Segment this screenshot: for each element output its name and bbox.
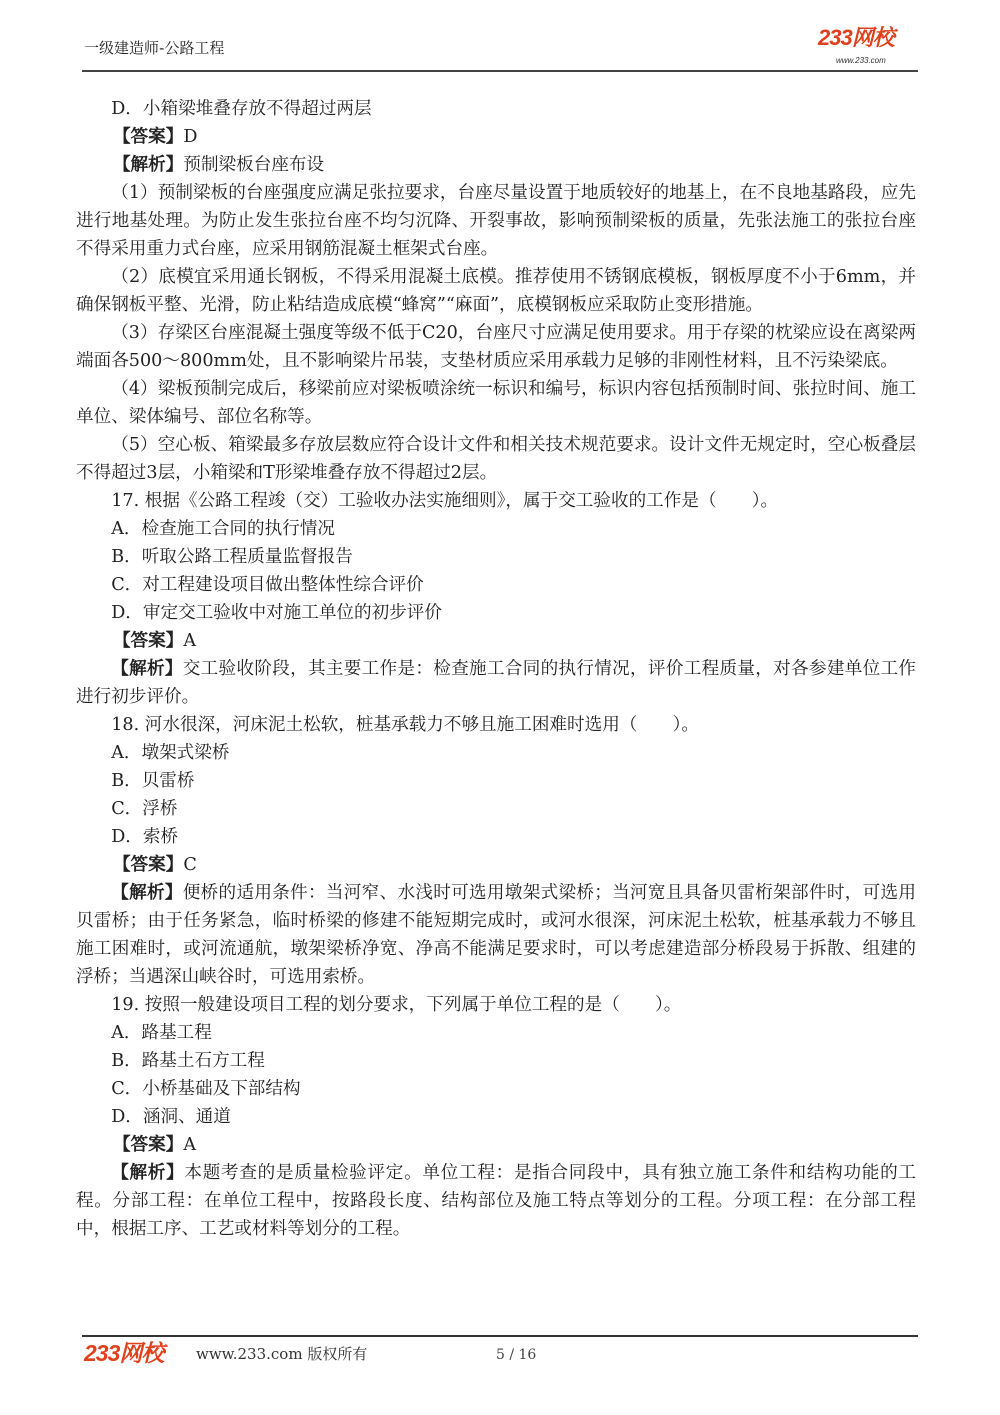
answer-option bbox=[76, 767, 916, 795]
answer-line bbox=[76, 1159, 916, 1243]
answer-line bbox=[76, 851, 916, 879]
answer-option bbox=[76, 571, 916, 599]
section-label: 【解析】 bbox=[111, 658, 183, 679]
answer-option bbox=[76, 599, 916, 627]
paragraph bbox=[76, 487, 916, 515]
paragraph-text: A bbox=[183, 631, 197, 651]
paragraph-text: D．小箱梁堆叠存放不得超过两层 bbox=[111, 99, 372, 119]
document-header-title: 一级建造师-公路工程 bbox=[84, 39, 225, 57]
paragraph-text: A．路基工程 bbox=[111, 1023, 212, 1043]
paragraph-text: C．对工程建设项目做出整体性综合评价 bbox=[111, 575, 424, 595]
answer-option bbox=[76, 1075, 916, 1103]
document-body bbox=[76, 95, 916, 1243]
answer-line bbox=[76, 1131, 916, 1159]
brand-logo-url: www.233.com bbox=[836, 56, 886, 65]
answer-option bbox=[76, 1019, 916, 1047]
paragraph-text: A．墩架式梁桥 bbox=[111, 743, 230, 763]
paragraph bbox=[76, 991, 916, 1019]
paragraph-text: D．审定交工验收中对施工单位的初步评价 bbox=[111, 603, 442, 623]
page-number: 5 / 16 bbox=[496, 1347, 537, 1363]
paragraph-text: （5）空心板、箱梁最多存放层数应符合设计文件和相关技术规范要求。设计文件无规定时，空心板叠层不得超过3层，小箱梁和T形梁堆叠存放不得超过2层。 bbox=[76, 435, 916, 483]
header-divider bbox=[82, 70, 918, 72]
paragraph bbox=[76, 375, 916, 431]
answer-option bbox=[76, 543, 916, 571]
paragraph-text: 便桥的适用条件：当河窄、水浅时可选用墩架式梁桥；当河宽且具备贝雷桁架部件时，可选用贝雷桥；由于任务紧急，临时桥梁的修建不能短期完成时，或河水很深，河床泥土松软，桩基承载力不够且施工困难时，或河流通航，墩架梁桥净宽、净高不能满足要求时，可以考虑建造部分桥段易于拆散、组建的浮桥；当遇深山峡谷时，可选用索桥。 bbox=[76, 883, 916, 987]
answer-option bbox=[76, 1103, 916, 1131]
section-label: 【答案】 bbox=[112, 1134, 184, 1155]
paragraph-text: D．涵洞、通道 bbox=[111, 1107, 231, 1127]
section-label: 【解析】 bbox=[111, 882, 183, 903]
paragraph-text: B．贝雷桥 bbox=[111, 771, 195, 791]
paragraph-text: （3）存梁区台座混凝土强度等级不低于C20，台座尺寸应满足使用要求。用于存梁的枕梁应设在离梁两端面各500～800mm处，且不影响梁片吊装，支垫材质应采用承载力足够的非刚性材料，且不污染梁底。 bbox=[76, 323, 916, 371]
paragraph-text: D bbox=[183, 127, 198, 147]
paragraph-text: B．路基土石方工程 bbox=[111, 1051, 265, 1071]
answer-line bbox=[76, 123, 916, 151]
answer-line bbox=[76, 879, 916, 991]
paragraph-text: 本题考查的是质量检验评定。单位工程：是指合同段中，具有独立施工条件和结构功能的工程。分部工程：在单位工程中，按路段长度、结构部位及施工特点等划分的工程。分项工程：在分部工程中，根据工序、工艺或材料等划分的工程。 bbox=[76, 1163, 916, 1239]
paragraph-text: （1）预制梁板的台座强度应满足张拉要求，台座尽量设置于地质较好的地基上，在不良地基路段，应先进行地基处理。为防止发生张拉台座不均匀沉降、开裂事故，影响预制梁板的质量，先张法施工的张拉台座不得采用重力式台座，应采用钢筋混凝土框架式台座。 bbox=[76, 183, 916, 259]
paragraph-text: C bbox=[183, 855, 197, 875]
paragraph bbox=[76, 263, 916, 319]
paragraph-text: （4）梁板预制完成后，移梁前应对梁板喷涂统一标识和编号，标识内容包括预制时间、张拉时间、施工单位、梁体编号、部位名称等。 bbox=[76, 379, 916, 427]
section-label: 【答案】 bbox=[112, 126, 184, 147]
footer-copyright: www.233.com 版权所有 bbox=[196, 1345, 368, 1363]
section-label: 【解析】 bbox=[111, 1162, 185, 1183]
section-label: 【答案】 bbox=[112, 854, 184, 875]
answer-option bbox=[76, 515, 916, 543]
paragraph-text: 交工验收阶段，其主要工作是：检查施工合同的执行情况，评价工程质量，对各参建单位工作进行初步评价。 bbox=[76, 659, 916, 707]
paragraph-text: 19. 按照一般建设项目工程的划分要求，下列属于单位工程的是（ ）。 bbox=[111, 995, 682, 1015]
paragraph-text: 预制梁板台座布设 bbox=[183, 155, 325, 175]
paragraph-text: （2）底模宜采用通长钢板，不得采用混凝土底模。推荐使用不锈钢底模板，钢板厚度不小于6mm，并确保钢板平整、光滑，防止粘结造成底模“蜂窝”“麻面”，底模钢板应采取防止变形措施。 bbox=[76, 267, 916, 315]
footer-logo: 233网校 bbox=[84, 1340, 164, 1366]
paragraph-text: 18. 河水很深，河床泥土松软，桩基承载力不够且施工困难时选用（ ）。 bbox=[111, 715, 699, 735]
paragraph bbox=[76, 319, 916, 375]
section-label: 【解析】 bbox=[112, 154, 184, 175]
paragraph-text: D．索桥 bbox=[111, 827, 179, 847]
paragraph-text: A bbox=[183, 1135, 197, 1155]
answer-option bbox=[76, 795, 916, 823]
section-label: 【答案】 bbox=[112, 630, 184, 651]
paragraph-text: B．听取公路工程质量监督报告 bbox=[111, 547, 353, 567]
brand-logo: 233网校 bbox=[818, 25, 894, 50]
footer-divider bbox=[82, 1335, 918, 1337]
answer-line bbox=[76, 655, 916, 711]
paragraph-text: A．检查施工合同的执行情况 bbox=[111, 519, 336, 539]
answer-line bbox=[76, 627, 916, 655]
answer-option bbox=[76, 823, 916, 851]
paragraph-text: C．小桥基础及下部结构 bbox=[111, 1079, 301, 1099]
paragraph bbox=[76, 711, 916, 739]
paragraph-text: 17. 根据《公路工程竣（交）工验收办法实施细则》，属于交工验收的工作是（ ）。 bbox=[111, 491, 779, 511]
answer-line bbox=[76, 151, 916, 179]
paragraph bbox=[76, 431, 916, 487]
answer-option bbox=[76, 1047, 916, 1075]
answer-option bbox=[76, 739, 916, 767]
paragraph-text: C．浮桥 bbox=[111, 799, 178, 819]
answer-option bbox=[76, 95, 916, 123]
paragraph bbox=[76, 179, 916, 263]
